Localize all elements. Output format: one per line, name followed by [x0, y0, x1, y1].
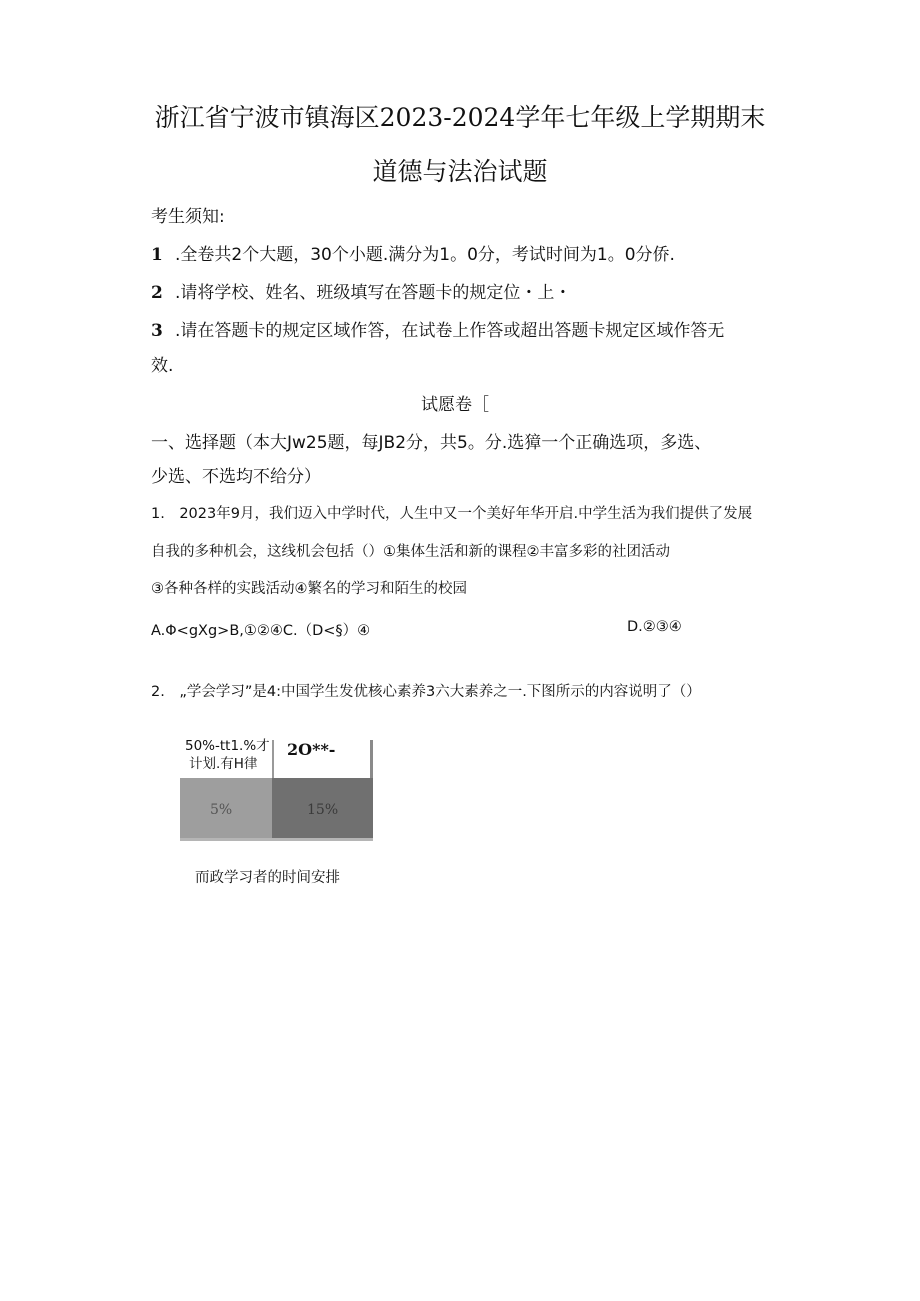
figure-label-top-left-a: 50%-tt1.%才 — [185, 738, 270, 754]
notice-item-number: 1 — [151, 245, 163, 265]
notice-item-text: .全卷共2个大题，30个小题.满分为1。0分，考试时间为1。0分侨. — [175, 245, 675, 265]
notice-item-1 — [151, 240, 675, 265]
question-1-option-d: D.②③④ — [627, 619, 682, 635]
time-schedule-figure — [180, 740, 373, 840]
notice-heading: 考生须知: — [151, 207, 225, 227]
notice-item-3-continued: 效. — [151, 356, 174, 376]
figure-label-bottom-left: 5% — [210, 802, 233, 818]
notice-item-text: .请在答题卡的规定区域作答，在试卷上作答或超出答题卡规定区域作答无 — [175, 321, 725, 341]
notice-item-text: .请将学校、姓名、班级填写在答题卡的规定位・上・ — [175, 283, 572, 303]
page-subtitle: 道德与法治试题 — [372, 157, 548, 186]
figure-label-top-right: 2O**- — [287, 740, 336, 759]
notice-item-number: 3 — [151, 321, 163, 341]
figure-label-top-left-b: 计划.有H律 — [189, 756, 258, 772]
figure-label-bottom-right: 15% — [307, 802, 339, 818]
notice-item-number: 2 — [151, 283, 163, 303]
figure-caption: 而政学习者的时间安排 — [195, 870, 340, 886]
page-title: 浙江省宁波市镇海区2023-2024学年七年级上学期期末 — [154, 103, 766, 132]
question-2-line-1: 2. „学会学习”是4:中国学生发优核心素养3六大素养之一.下图所示的内容说明了（） — [151, 684, 701, 700]
figure-bottom-edge — [180, 838, 373, 841]
question-1-line-1: 1. 2023年9月，我们迈入中学时代，人生中又一个美好年华开启.中学生活为我们提供了发展 — [151, 506, 753, 522]
notice-item-2 — [151, 278, 571, 303]
question-1-line-3: ③各种各样的实践活动④繁名的学习和陌生的校园 — [151, 581, 467, 597]
question-1-options-abc: A.Φ<gXg>B,①②④C.（D<§）④ — [151, 623, 371, 639]
question-1-line-2: 自我的多种机会，这线机会包括（）①集体生活和新的课程②丰富多彩的社团活动 — [151, 544, 670, 560]
notice-item-3 — [151, 316, 724, 341]
paper-label: 试愿卷［ — [421, 395, 489, 415]
section-heading-line-1: 一、选择题（本大Jw25题，每JB2分，共5。分.选獐一个正确选项，多选、 — [151, 433, 712, 453]
section-heading-line-2: 少选、不选均不给分） — [151, 467, 321, 487]
